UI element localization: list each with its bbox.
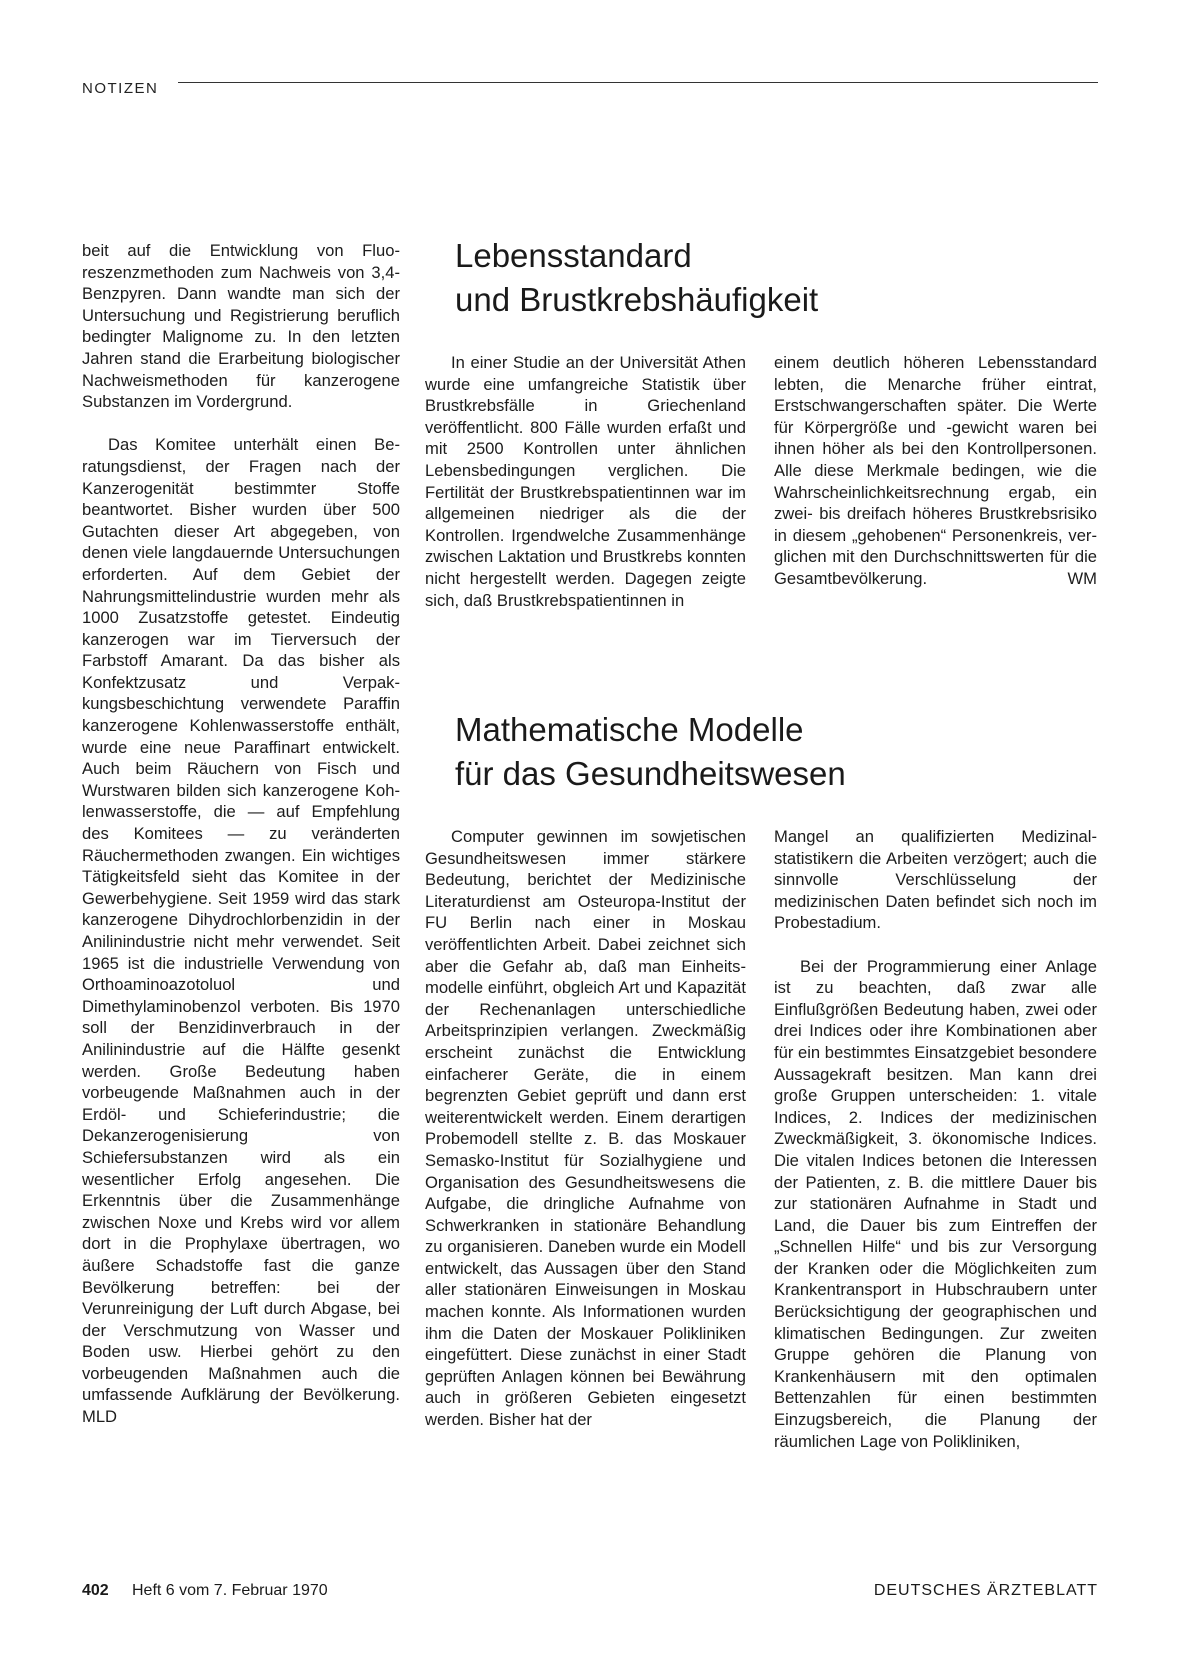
article-headline-lebensstandard: Lebensstandard und Brustkrebshäufigkeit: [455, 237, 819, 318]
journal-name: DEUTSCHES ÄRZTEBLATT: [873, 1582, 1098, 1599]
section-label: NOTIZEN: [82, 80, 159, 97]
article1-paragraph: In einer Studie an der Universität Athen wurde eine umfangreiche Statistik über Brustkrebsfälle in Griechenland veröffentlicht. 800 Fälle wurden erfaßt und mit 2500 Kontrollen unter ähnlichen Lebensbedingungen verglichen. Die Fertilität der Brustkrebspatientinnen war im allgemeinen niedriger als die der Kontrollen. Irgendwelche Zusammenhänge zwischen Laktation und Brustkrebs konnten nicht hergestellt werden. Dagegen zeigte sich, daß Brustkrebspatientinnen in: [425, 353, 746, 610]
article1-column-1: [425, 352, 746, 611]
header-rule: [178, 82, 1098, 83]
article1-paragraph: einem deutlich höheren Lebensstandard lebten, die Menarche früher eintrat, Erstschwangerschaften später. Die Werte für Körpergröße und -gewicht waren bei ihnen höher als bei den Kontrollpersonen. Alle diese Merkmale bedingen, wie die Wahrscheinlichkeitsrechnung ergab, ein zwei- bis dreifach höheres Brustkrebsrisiko in diesem „gehobenen“ Personenkreis, verglichen mit den Durchschnittswerten für die Gesamtbevölkerung.: [774, 353, 1097, 588]
article2-column-1: [425, 826, 746, 1431]
article2-paragraph: Bei der Programmierung einer Anlage ist zu beachten, daß zwar alle Einflußgrößen Bedeutung haben, zwei oder drei Indices oder ihre Kombinationen aber für ein bestimmtes Einsatzgebiet besondere Aussagekraft besitzen. Man kann drei große Gruppen unterscheiden: 1. vitale Indices, 2. Indices der medizinischen Zweckmäßigkeit, 3. ökonomische Indices. Die vitalen Indices betonen die Interessen der Patienten, z. B. die mittlere Dauer bis zur stationären Aufnahme in Stadt und Land, die Dauer bis zum Eintreffen der „Schnellen Hilfe“ und bis zur Versorgung der Kranken oder die Möglichkeiten zum Krankentransport in Hubschraubern unter Berücksichtigung der geographischen und klimatischen Bedingungen. Zur zweiten Gruppe gehören die Planung von Krankenhäusern mit den optimalen Bettenzahlen für einen bestimmten Einzugsbereich, die Planung der räumlichen Lage von Polikliniken,: [774, 956, 1097, 1451]
left-column-article-continuation: [82, 240, 400, 1428]
article2-paragraph: Computer gewinnen im sowjetischen Gesundheitswesen immer stärkere Bedeutung, berichtet der Medizinische Literaturdienst am Osteuropa-Institut der FU Berlin nach einer in Moskau veröffentlichten Arbeit. Dabei zeichnet sich aber die Gefahr ab, daß man Einheitsmodelle einführt, obgleich Art und Kapazität der Rechenanlagen unterschiedliche Arbeitsprinzipien verlangen. Zweckmäßig erscheint zunächst die Entwicklung einfacherer Geräte, die in einem begrenzten Gebiet geprüft und dann erst weiterentwickelt werden. Einem derartigen Probemodell stellte z. B. das Moskauer Semasko-Institut für Sozialhygiene und Organisation des Gesundheitswesens die Aufgabe, die dringliche Aufnahme von Schwerkranken in stationäre Behandlung zu organisieren. Daneben wurde ein Modell entwickelt, das Aussagen über den Stand aller stationären Einweisungen in Moskau machen konnte. Als Informationen wurden ihm die Daten der Moskauer Polikliniken eingefüttert. Diese zunächst in einer Stadt geprüften Anlagen können bei Bewährung auch in größeren Gebieten eingesetzt werden. Bisher hat der: [425, 827, 746, 1430]
left-column-paragraph: Das Komitee unterhält einen Beratungsdienst, der Fragen nach der Kanzerogenität bestimmter Stoffe beantwortet. Bisher wurden über 500 Gutachten dieser Art abgegeben, von denen viele langdauernde Untersuchungen erforderten. Auf dem Gebiet der Nahrungsmittelindustrie wurden mehr als 1000 Zusatzstoffe getestet. Eindeutig kanzerogen war im Tierversuch der Farbstoff Amarant. Da das bisher als Konfektzusatz und Verpakkungsbeschichtung verwendete Paraffin kanzerogene Kohlenwasserstoffe enthält, wurde eine neue Paraffinart entwickelt. Auch beim Räuchern von Fisch und Wurstwaren bilden sich kanzerogene Kohlenwasserstoffe, die — auf Empfehlung des Komitees — zu veränderten Räuchermethoden zwangen. Ein wichtiges Tätigkeitsfeld sieht das Komitee in der Gewerbehygiene. Seit 1959 wird das stark kanzerogene Dihydrochlorbenzidin in der Anilinindustrie nicht mehr verwendet. Seit 1965 ist die industrielle Verwendung von Orthoaminoazotoluol und Dimethylaminobenzol verboten. Bis 1970 soll der Benzidinverbrauch in der Anilinindustrie auf die Hälfte gesenkt werden. Große Bedeutung haben vorbeugende Maßnahmen auch in der Erdöl- und Schieferindustrie; die Dekanzerogenisierung von Schiefersubstanzen wird als ein wesentlicher Erfolg angesehen. Die Erkenntnis über die Zusammenhänge zwischen Noxe und Krebs wird vor allem dort in die Prophylaxe übertragen, wo äußere Schadstoffe fast die ganze Bevölkerung betreffen: bei der Verunreinigung der Luft durch Abgase, bei der Verschmutzung von Wasser und Boden usw. Hierbei gehört zu den vorbeugenden Maßnahmen auch die umfassende Aufklärung der Bevölkerung. MLD: [82, 435, 400, 1427]
left-column-paragraph: beit auf die Entwicklung von Fluoreszenzmethoden zum Nachweis von 3,4-Benzpyren. Dann wandte man sich der Untersuchung und Registrierung beruflich bedingter Malignome zu. In den letzten Jahren stand die Erarbeitung biologischer Nachweismethoden für kanzerogene Substanzen im Vordergrund.: [82, 241, 400, 412]
article1-column-2: [774, 352, 1097, 590]
article2-paragraph: Mangel an qualifizierten Medizinalstatistikern die Arbeiten verzögert; auch die sinnvolle Verschlüsselung der medizinischen Daten befindet sich noch im Probestadium.: [774, 827, 1097, 933]
page-number: 402: [82, 1582, 109, 1599]
issue-info: Heft 6 vom 7. Februar 1970: [132, 1582, 328, 1599]
author-initials: WM: [1067, 568, 1097, 588]
page-footer: [82, 1582, 1098, 1606]
article-headline-mathematische-modelle: Mathematische Modelle für das Gesundheitswesen: [455, 711, 846, 792]
article2-column-2: [774, 826, 1097, 1452]
page-header: [82, 80, 1098, 104]
